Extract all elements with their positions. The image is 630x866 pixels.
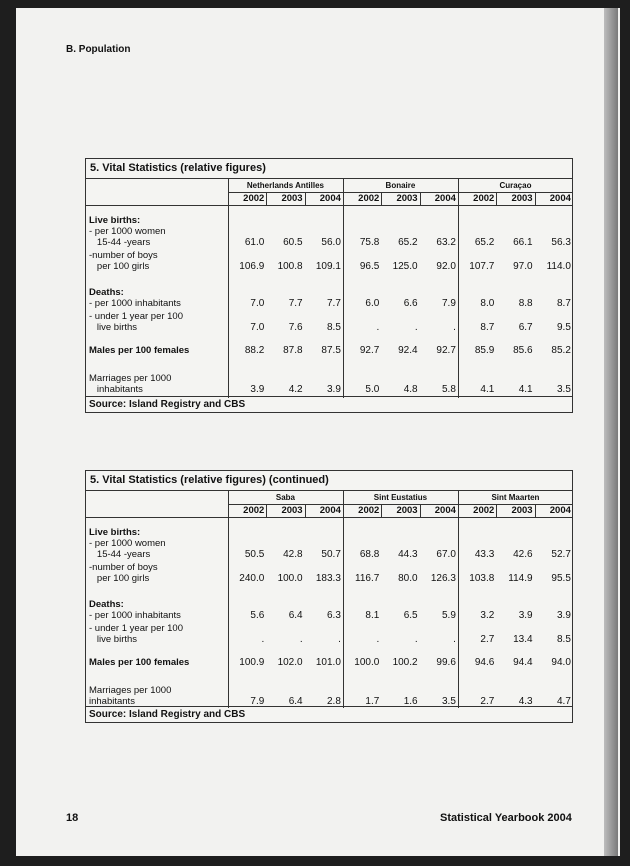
table-cell: 8.8 xyxy=(518,298,533,309)
table-cell: 8.5 xyxy=(556,634,571,645)
table-cell: 3.9 xyxy=(556,610,571,621)
year-header: 2003 xyxy=(396,505,418,516)
vital-statistics-table xyxy=(85,158,573,413)
year-header: 2004 xyxy=(549,193,571,204)
table-cell: 56.3 xyxy=(551,237,571,248)
row-label: - under 1 year per 100 xyxy=(89,623,184,634)
group-header: Sint Maarten xyxy=(491,493,540,502)
table-cell: 6.0 xyxy=(365,298,380,309)
row-label: - per 1000 women xyxy=(89,538,166,549)
table-cell: . xyxy=(453,634,456,645)
table-cell: 8.7 xyxy=(480,322,495,333)
row-label: Deaths: xyxy=(89,287,124,298)
row-label: -number of boys xyxy=(89,562,158,573)
table-cell: 63.2 xyxy=(436,237,456,248)
table-cell: 87.8 xyxy=(283,345,303,356)
table-cell: 85.6 xyxy=(513,345,533,356)
row-label: per 100 girls xyxy=(89,261,150,272)
table-cell: 56.0 xyxy=(321,237,341,248)
row-label: - per 1000 inhabitants xyxy=(89,610,181,621)
table-cell: 4.8 xyxy=(403,384,418,395)
table-cell: . xyxy=(414,634,418,645)
table-cell: 2.8 xyxy=(326,696,341,707)
table-cell: 88.2 xyxy=(244,345,265,356)
table-cell: 7.7 xyxy=(288,298,303,309)
table-cell: 101.0 xyxy=(315,657,341,668)
group-divider xyxy=(228,179,229,398)
table-cell: 7.6 xyxy=(288,322,303,333)
table-cell: 126.3 xyxy=(430,573,456,584)
row-label: - per 1000 inhabitants xyxy=(89,298,181,309)
year-header: 2002 xyxy=(473,505,495,516)
group-divider xyxy=(458,179,459,398)
row-label: - per 1000 women xyxy=(89,226,166,237)
table-cell: 4.1 xyxy=(480,384,495,395)
table-cell: 97.0 xyxy=(513,261,533,272)
table-cell: 1.6 xyxy=(403,696,418,707)
section-header: B. Population xyxy=(66,44,131,55)
table-cell: 116.7 xyxy=(355,573,380,584)
row-label: inhabitants xyxy=(89,696,135,707)
publication-title: Statistical Yearbook 2004 xyxy=(440,812,572,824)
vital-statistics-continued-table xyxy=(85,470,573,723)
table-cell: 100.8 xyxy=(277,261,303,272)
table-cell: 94.0 xyxy=(551,657,571,668)
table-cell: 42.8 xyxy=(283,549,303,560)
page-number: 18 xyxy=(66,812,79,824)
table-cell: . xyxy=(376,322,380,333)
table-cell: . xyxy=(376,634,380,645)
table-source: Source: Island Registry and CBS xyxy=(86,396,572,412)
page-edge-shadow xyxy=(604,8,618,856)
table-cell: 95.5 xyxy=(551,573,571,584)
table-cell: 100.9 xyxy=(239,657,265,668)
table-cell: 52.7 xyxy=(551,549,571,560)
table-cell: 7.0 xyxy=(250,322,265,333)
table-cell: 114.0 xyxy=(546,261,571,272)
year-header: 2002 xyxy=(243,505,265,516)
table-cell: 94.4 xyxy=(513,657,533,668)
table-cell: 42.6 xyxy=(513,549,533,560)
table-cell: 65.2 xyxy=(474,237,495,248)
year-header: 2004 xyxy=(434,505,456,516)
table-cell: 96.5 xyxy=(359,261,380,272)
table-cell: 4.2 xyxy=(288,384,303,395)
table-cell: 8.5 xyxy=(326,322,341,333)
row-label: inhabitants xyxy=(89,384,143,395)
year-header: 2002 xyxy=(473,193,495,204)
table-cell: 1.7 xyxy=(365,696,380,707)
row-label: Marriages per 1000 xyxy=(89,373,172,384)
table-cell: 103.8 xyxy=(469,573,495,584)
table-cell: 92.7 xyxy=(436,345,456,356)
table-cell: 43.3 xyxy=(474,549,495,560)
table-cell: 50.5 xyxy=(244,549,265,560)
table-cell: 5.8 xyxy=(441,384,456,395)
table-cell: 9.5 xyxy=(556,322,571,333)
table-cell: 7.0 xyxy=(250,298,265,309)
table-cell: 3.2 xyxy=(480,610,495,621)
table-cell: 44.3 xyxy=(398,549,418,560)
table-cell: 99.6 xyxy=(436,657,456,668)
table-cell: 2.7 xyxy=(480,696,495,707)
row-label: Males per 100 females xyxy=(89,657,190,668)
group-divider xyxy=(343,491,344,708)
table-cell: 67.0 xyxy=(436,549,456,560)
table-cell: 5.6 xyxy=(250,610,265,621)
row-label: Live births: xyxy=(89,215,141,226)
group-header: Bonaire xyxy=(385,181,416,190)
table-cell: 66.1 xyxy=(513,237,533,248)
table-cell: 3.9 xyxy=(326,384,341,395)
table-cell: . xyxy=(261,634,265,645)
table-cell: 7.9 xyxy=(250,696,265,707)
table-cell: . xyxy=(338,634,341,645)
row-label: 15-44 -years xyxy=(89,237,151,248)
table-cell: 68.8 xyxy=(359,549,380,560)
table-cell: 2.7 xyxy=(480,634,495,645)
row-label: live births xyxy=(89,634,138,645)
year-header: 2003 xyxy=(511,193,533,204)
table-cell: 5.0 xyxy=(365,384,380,395)
table-cell: 3.5 xyxy=(556,384,571,395)
table-cell: 65.2 xyxy=(398,237,418,248)
table-cell: 6.3 xyxy=(326,610,341,621)
table-cell: 92.4 xyxy=(398,345,418,356)
header-rule xyxy=(228,192,572,193)
table-cell: . xyxy=(299,634,303,645)
table-cell: 6.4 xyxy=(288,610,303,621)
row-label: Live births: xyxy=(89,527,141,538)
table-cell: 3.9 xyxy=(518,610,533,621)
table-cell: 109.1 xyxy=(315,261,341,272)
header-rule xyxy=(86,517,572,518)
table-cell: 8.1 xyxy=(365,610,380,621)
table-cell: 106.9 xyxy=(239,261,265,272)
year-header: 2003 xyxy=(511,505,533,516)
table-cell: 75.8 xyxy=(359,237,380,248)
row-label: 15-44 -years xyxy=(89,549,151,560)
table-cell: 50.7 xyxy=(321,549,341,560)
table-cell: 85.2 xyxy=(551,345,571,356)
table-cell: 102.0 xyxy=(277,657,303,668)
document-page xyxy=(16,8,620,856)
table-cell: 87.5 xyxy=(321,345,341,356)
year-header: 2004 xyxy=(434,193,456,204)
table-cell: . xyxy=(414,322,418,333)
year-header: 2002 xyxy=(358,505,380,516)
table-cell: 4.1 xyxy=(518,384,533,395)
row-label: Deaths: xyxy=(89,599,124,610)
group-header: Saba xyxy=(275,493,295,502)
row-label: - under 1 year per 100 xyxy=(89,311,184,322)
year-header: 2002 xyxy=(243,193,265,204)
table-cell: 4.3 xyxy=(518,696,533,707)
table-cell: 80.0 xyxy=(398,573,418,584)
table-cell: 94.6 xyxy=(474,657,495,668)
table-cell: 114.9 xyxy=(508,573,533,584)
table-cell: 8.0 xyxy=(480,298,495,309)
row-label: Males per 100 females xyxy=(89,345,190,356)
row-label: per 100 girls xyxy=(89,573,150,584)
header-rule xyxy=(86,205,572,206)
table-cell: 6.5 xyxy=(403,610,418,621)
group-divider xyxy=(343,179,344,398)
table-cell: 240.0 xyxy=(239,573,265,584)
group-divider xyxy=(228,491,229,708)
table-title: 5. Vital Statistics (relative figures) xyxy=(86,159,572,179)
row-label: -number of boys xyxy=(89,250,158,261)
table-cell: 85.9 xyxy=(474,345,495,356)
table-cell: 6.7 xyxy=(518,322,533,333)
table-cell: 3.5 xyxy=(441,696,456,707)
year-header: 2003 xyxy=(396,193,418,204)
table-cell: 183.3 xyxy=(315,573,341,584)
header-rule xyxy=(228,504,572,505)
row-label: Marriages per 1000 xyxy=(89,685,172,696)
table-cell: 13.4 xyxy=(513,634,533,645)
year-header: 2002 xyxy=(358,193,380,204)
table-cell: 5.9 xyxy=(441,610,456,621)
table-cell: 8.7 xyxy=(556,298,571,309)
table-cell: 7.9 xyxy=(441,298,456,309)
table-cell: 60.5 xyxy=(283,237,303,248)
table-cell: 125.0 xyxy=(392,261,418,272)
table-cell: 92.0 xyxy=(436,261,456,272)
table-cell: . xyxy=(453,322,456,333)
table-cell: 92.7 xyxy=(359,345,380,356)
group-header: Sint Eustatius xyxy=(373,493,428,502)
table-cell: 61.0 xyxy=(244,237,265,248)
table-cell: 100.0 xyxy=(277,573,303,584)
table-title: 5. Vital Statistics (relative figures) (continued) xyxy=(86,471,572,491)
year-header: 2003 xyxy=(281,505,303,516)
table-cell: 6.6 xyxy=(403,298,418,309)
table-cell: 100.2 xyxy=(392,657,418,668)
table-source: Source: Island Registry and CBS xyxy=(86,706,572,722)
year-header: 2004 xyxy=(319,505,341,516)
table-cell: 107.7 xyxy=(469,261,495,272)
table-cell: 6.4 xyxy=(288,696,303,707)
year-header: 2004 xyxy=(549,505,571,516)
group-header: Curaçao xyxy=(499,181,532,190)
table-cell: 100.0 xyxy=(354,657,380,668)
year-header: 2003 xyxy=(281,193,303,204)
group-divider xyxy=(458,491,459,708)
row-label: live births xyxy=(89,322,138,333)
year-header: 2004 xyxy=(319,193,341,204)
table-cell: 4.7 xyxy=(556,696,571,707)
table-cell: 3.9 xyxy=(250,384,265,395)
group-header: Netherlands Antilles xyxy=(246,181,324,190)
table-cell: 7.7 xyxy=(326,298,341,309)
